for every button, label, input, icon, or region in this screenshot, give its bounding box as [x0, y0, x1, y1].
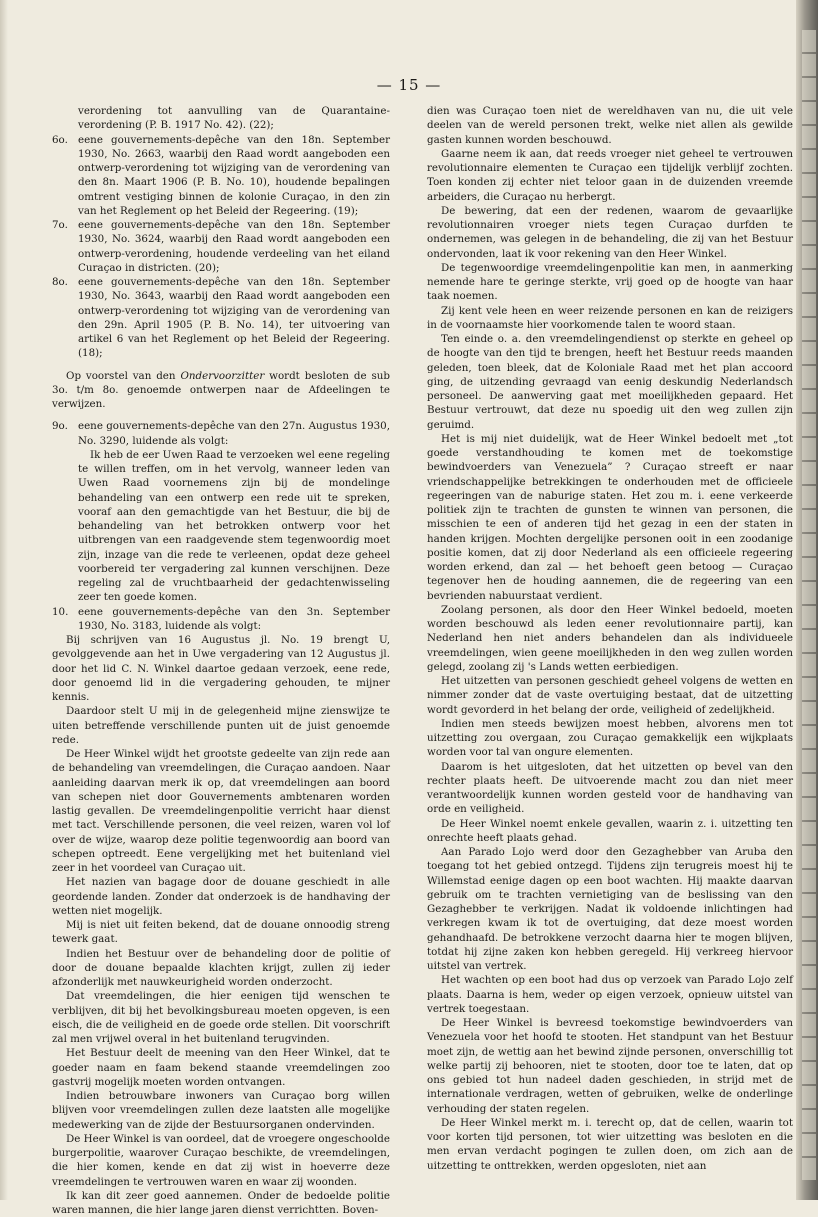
- page-number: — 15 —: [376, 76, 442, 94]
- quoted-letter: Ik heb de eer Uwen Raad te verzoeken wel eene regeling te willen treffen, om in het vervolg, wanneer leden van Uwen Raad voornemens zijn bij de mondelinge behandeling van een ontwerp een rede uit te spreken, vooraf aan den gemachtigde van het Bestuur, die bij de behandeling van het betrokken ontwerp voor het uitbrengen van een raadgevende stem tegenwoordig moet zijn, inzage van die rede te verleenen, opdat deze geheel voorbereid ter vergadering zal kunnen verschijnen. Deze regeling zal de vruchtbaarheid der gedachtenwisseling zeer ten goede komen.: [78, 448, 390, 604]
- paragraph: Indien betrouwbare inwoners van Curaçao borg willen blijven voor vreemdelingen zullen deze laatsten alle mogelijke medewerking van de zijde der Bestuursorganen ondervinden.: [52, 1090, 390, 1131]
- left-column: [52, 104, 390, 1217]
- paragraph: Aan Parado Lojo werd door den Gezaghebber van Aruba den toegang tot het gebied ontzegd. Tijdens zijn terugreis moest hij te Willemstad eenige dagen op een boot wachten. Hij maakte daarvan gebruik om te trachten vernietiging van de beslissing van den Gezaghebber te verkrijgen. Nadat ik voldoende inlichtingen had verkregen kwam ik tot de overtuiging, dat deze moest worden gehandhaafd. De betrokkene verzocht daarna hier te mogen blijven, totdat hij zijne zaken kon hebben geregeld. Hij verkreeg hiervoor uitstel van vertrek.: [427, 846, 793, 972]
- proposal-paragraph: Op voorstel van den Ondervoorzitter wordt besloten de sub 3o. t/m 8o. genoemde ontwerpen naar de Afdeelingen te verwijzen.: [52, 369, 390, 410]
- paragraph: Het is mij niet duidelijk, wat de Heer Winkel bedoelt met „tot goede verstandhouding te komen met de toekomstige bewindvoerders van Venezuela” ? Curaçao streeft er naar vriendschappelijke betrekkingen te onderhouden met de officieele regeeringen van de naburige staten. Het zou m. i. eene verkeerde politiek zijn te trachten de gunsten te winnen van personen, die misschien te een of anderen tijd het gezag in een der staten in handen krijgen. Mochten dergelijke personen ooit in een zoodanige positie komen, dat zij door Nederland als een officieele regeering worden erkend, dan zal — het behoeft geen betoog — Curaçao tegenover hen de houding aannemen, die de regeering van een bevrienden nabuurstaat verdient.: [427, 432, 793, 602]
- paragraph: De Heer Winkel merkt m. i. terecht op, dat de cellen, waarin tot voor korten tijd personen, tot wier uitzetting was besloten en die men ervan verdacht pogingen te zullen doen, om zich aan de uitzetting te onttrekken, werden opgesloten, niet aan: [427, 1116, 793, 1172]
- paragraph: Bij schrijven van 16 Augustus jl. No. 19 brengt U, gevolggevende aan het in Uwe vergadering van 12 Augustus jl. door het lid C. N. Winkel daartoe gedaan verzoek, eene rede, door genoemd lid in die vergadering gehouden, te mijner kennis.: [52, 634, 390, 703]
- paragraph: Daarom is het uitgesloten, dat het uitzetten op bevel van den rechter plaats heeft. De uitvoerende macht zou dan niet meer verantwoordelijk kunnen worden gesteld voor de handhaving van orde en veiligheid.: [427, 760, 793, 816]
- paragraph: De Heer Winkel is bevreesd toekomstige bewindvoerders van Venezuela voor het hoofd te stooten. Het standpunt van het Bestuur moet zijn, de wettig aan het bewind zijnde personen, onverschillig tot welke partij zij behooren, niet te stooten, door toe te laten, dat op ons gebied tot hun nadeel daden geschieden, in strijd met de internationale verdragen, wetten of gebruiken, welke de onderlinge verhouding der staten regelen.: [427, 1017, 793, 1115]
- paragraph: Het uitzetten van personen geschiedt geheel volgens de wetten en nimmer zonder dat de vaste overtuiging bestaat, dat de uitzetting wordt gevorderd in het belang der orde, veiligheid of zedelijkheid.: [427, 675, 793, 716]
- book-edge: [796, 0, 818, 1200]
- paragraph: Zoolang personen, als door den Heer Winkel bedoeld, moeten worden beschouwd als leden eener revolutionnaire partij, kan Nederland hen niet anders behandelen dan als individueele vreemdelingen, wien geene moeilijkheden in den weg zullen worden gelegd, zoolang zij 's Lands wetten eerbiedigen.: [427, 603, 793, 673]
- right-column: [427, 104, 793, 1173]
- list-item: 10. eene gouvernements-depêche van den 3n. September 1930, No. 3183, luidende als volgt:: [52, 605, 390, 632]
- paragraph: De Heer Winkel wijdt het grootste gedeelte van zijn rede aan de behandeling van vreemdelingen, die Curaçao aandoen. Naar aanleiding daarvan merk ik op, dat vreemdelingen aan boord van schepen niet door Gouvernements ambtenaren worden lastig gevallen. De vreemdelingenpolitie verricht haar dienst met tact. Verschillende personen, die veel reizen, waren vol lof over de wijze, waarop deze politie tegenwoordig aan boord van schepen optreedt. Eene vergelijking met het buitenland viel zeer in het voordeel van Curaçao uit.: [52, 748, 390, 874]
- paragraph: De Heer Winkel is van oordeel, dat de vroegere ongeschoolde burgerpolitie, waarover Curaçao beschikte, de vreemdelingen, die hier komen, kende en dat zij wist in hoeverre deze vreemdelingen te vertrouwen waren en waar zij woonden.: [52, 1132, 390, 1188]
- paragraph: Ik kan dit zeer goed aannemen. Onder de bedoelde politie waren mannen, die hier lange jaren dienst verrichtten. Boven-: [52, 1189, 390, 1216]
- paragraph: Indien het Bestuur over de behandeling door de politie of door de douane bepaalde klachten krijgt, zullen zij ieder afzonderlijk met nauwkeurigheid worden onderzocht.: [52, 947, 390, 988]
- list-item: 7o. eene gouvernements-depêche van den 18n. September 1930, No. 3624, waarbij den Raad wordt aangeboden een ontwerp-verordening, houdende verdeeling van het eiland Curaçao in districten. (20);: [52, 219, 390, 274]
- paragraph: Gaarne neem ik aan, dat reeds vroeger niet geheel te vertrouwen revolutionnaire elementen te Curaçao een tijdelijk verblijf zochten. Toen konden zij echter niet teloor gaan in de duizenden vreemde arbeiders, die Curaçao nu herbergt.: [427, 147, 793, 203]
- list-item-continuation: verordening tot aanvulling van de Quarantaine-verordening (P. B. 1917 No. 42). (22);: [78, 105, 390, 132]
- paragraph: Mij is niet uit feiten bekend, dat de douane onnoodig streng tewerk gaat.: [52, 919, 390, 946]
- paragraph: Dat vreemdelingen, die hier eenigen tijd wenschen te verblijven, dit bij het bevolkingsbureau moeten opgeven, is een eisch, die de veiligheid en de goede orde stellen. Dit voorschrift zal men vrijwel overal in het buitenland terugvinden.: [52, 990, 390, 1045]
- paragraph: Het nazien van bagage door de douane geschiedt in alle geordende landen. Zonder dat onderzoek is de handhaving der wetten niet mogelijk.: [52, 876, 390, 917]
- paragraph: De bewering, dat een der redenen, waarom de gevaarlijke revolutionnairen vroeger niets tegen Curaçao durfden te ondernemen, was gelegen in de behandeling, die zij van het Bestuur ondervonden, laat ik voor rekening van den Heer Winkel.: [427, 204, 793, 260]
- edge-tabs: [802, 30, 816, 1180]
- paragraph-continuation: dien was Curaçao toen niet de wereldhaven van nu, die uit vele deelen van de wereld personen trekt, welke niet allen als gewilde gasten kunnen worden beschouwd.: [427, 105, 793, 146]
- paragraph: Zij kent vele heen en weer reizende personen en kan de reizigers in de voornaamste hier voorkomende talen te woord staan.: [427, 304, 793, 331]
- paragraph: Ten einde o. a. den vreemdelingendienst op sterkte en geheel op de hoogte van den tijd te brengen, heeft het Bestuur reeds maanden geleden, toen bleek, dat de Koloniale Raad met het plan accoord ging, de uitzending gevraagd van eenig deskundig Nederlandsch personeel. De aanwerving gaat met moeilijkheden gepaard. Het Bestuur vertrouwt, dat deze nu spoedig uit den weg zullen zijn geruimd.: [427, 333, 793, 431]
- list-item: 6o. eene gouvernements-depêche van den 18n. September 1930, No. 2663, waarbij den Raad wordt aangeboden een ontwerp-verordening tot wijziging van de verordening van den 8n. Maart 1906 (P. B. No. 10), houdende bepalingen omtrent vestiging binnen de kolonie Curaçao, in den zin van het Reglement op het Beleid der Regeering. (19);: [52, 133, 390, 217]
- paragraph: Indien men steeds bewijzen moest hebben, alvorens men tot uitzetting zou overgaan, zou Curaçao gemakkelijk een wijkplaats worden voor tal van ongure elementen.: [427, 717, 793, 759]
- page-spine-shadow: [0, 0, 8, 1200]
- paragraph: Het Bestuur deelt de meening van den Heer Winkel, dat te goeder naam en faam bekend staande vreemdelingen zoo gastvrij mogelijk moeten worden ontvangen.: [52, 1047, 390, 1088]
- paragraph: De tegenwoordige vreemdelingenpolitie kan men, in aanmerking nemende hare te geringe sterkte, vrij goed op de hoogte van haar taak noemen.: [427, 261, 793, 303]
- list-item: 8o. eene gouvernements-depêche van den 18n. September 1930, No. 3643, waarbij den Raad wordt aangeboden een ontwerp-verordening tot wijziging van de verordening van den 29n. April 1905 (P. B. No. 14), ter uitvoering van artikel 6 van het Reglement op het Beleid der Regeering. (18);: [52, 276, 390, 360]
- paragraph: De Heer Winkel noemt enkele gevallen, waarin z. i. uitzetting ten onrechte heeft plaats gehad.: [427, 817, 793, 844]
- list-item: 9o. eene gouvernements-depêche van den 27n. Augustus 1930, No. 3290, luidende als volgt:: [52, 420, 390, 447]
- paragraph: Daardoor stelt U mij in de gelegenheid mijne zienswijze te uiten betreffende verschillende punten uit de juist genoemde rede.: [52, 705, 390, 746]
- paragraph: Het wachten op een boot had dus op verzoek van Parado Lojo zelf plaats. Daarna is hem, weder op eigen verzoek, opnieuw uitstel van vertrek toegestaan.: [427, 974, 793, 1015]
